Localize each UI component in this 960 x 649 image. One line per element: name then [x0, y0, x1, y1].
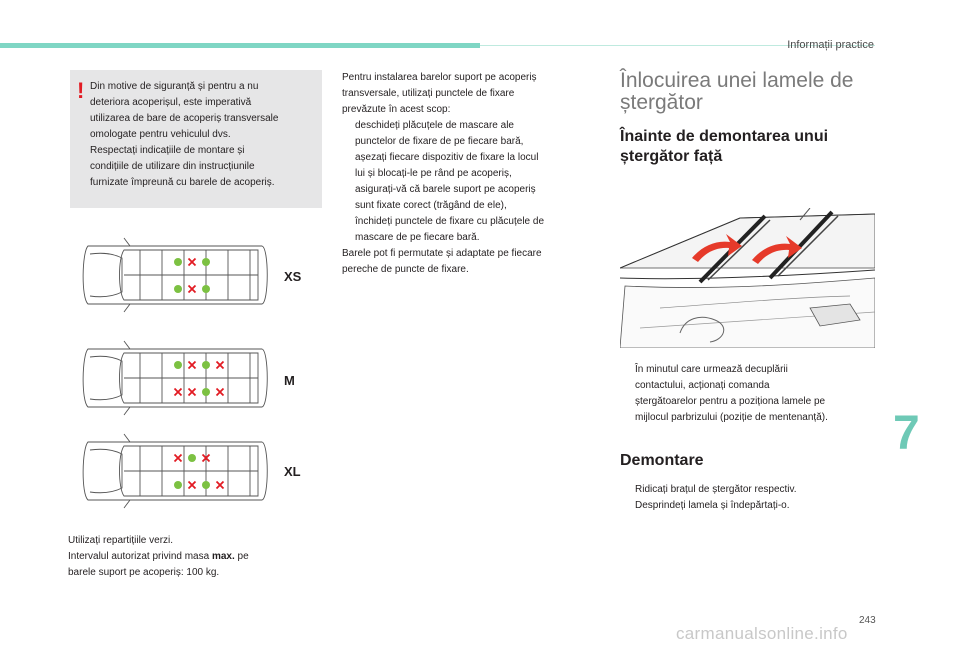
bullet-icon	[342, 118, 355, 150]
warning-box	[70, 70, 322, 208]
list-item: așezați fiecare dispozitiv de fixare la locul lui și blocați-le pe rând pe acoperiș,	[342, 150, 597, 182]
removal-heading: Demontare	[620, 452, 704, 469]
bullet-icon	[622, 498, 635, 514]
allowed-point-icon	[188, 454, 196, 462]
forbidden-point-icon	[175, 389, 182, 396]
forbidden-point-icon	[175, 455, 182, 462]
list-item: deschideți plăcuțele de mascare ale punctelor de fixare de pe fiecare bară,	[342, 118, 597, 150]
allowed-point-icon	[174, 361, 182, 369]
maintenance-position-instructions	[622, 362, 877, 426]
allowed-point-icon	[202, 285, 210, 293]
forbidden-point-icon	[189, 389, 196, 396]
allowed-point-icon	[202, 388, 210, 396]
van-xs-diagram	[78, 232, 273, 318]
forbidden-point-icon	[189, 362, 196, 369]
list-item: asigurați-vă că barele suport pe acoperiș sunt fixate corect (trăgând de ele),	[342, 182, 597, 214]
list-item: În minutul care urmează decuplării contactului, acționați comanda ștergătoarelor pentru a poziționa lamele pe mijlocul parbrizului (poziție de mentenanță).	[622, 362, 877, 426]
allowed-point-icon	[202, 361, 210, 369]
allowed-point-icon	[174, 285, 182, 293]
allowed-point-icon	[202, 481, 210, 489]
forbidden-point-icon	[217, 389, 224, 396]
forbidden-point-icon	[217, 362, 224, 369]
bullet-icon	[342, 150, 355, 182]
forbidden-point-icon	[189, 259, 196, 266]
section-title: Informații practice	[787, 39, 874, 51]
allowed-point-icon	[202, 258, 210, 266]
van-m-diagram	[78, 335, 273, 421]
forbidden-point-icon	[189, 286, 196, 293]
watermark: carmanualsonline.info	[676, 624, 848, 643]
removal-instructions	[622, 482, 877, 514]
size-label-m: M	[284, 373, 295, 388]
allowed-point-icon	[174, 481, 182, 489]
allowed-point-icon	[174, 258, 182, 266]
installation-instructions: Pentru instalarea barelor suport pe acoperiș transversale, utilizați punctele de fixare prevăzute în acest scop: deschideți plăcuțele de mascare ale punctelor de fixare de pe fiecare bară, așezați fiecare dispozitiv de fixare la locul lui și blocați-le pe rând pe acoperiș, asigurați-vă că barele suport pe acoperiș sunt fixate corect (trăgând de ele), închideți punctele de fixare cu plăcuțele de mascare de pe fiecare bară. Barele pot fi permutate și adaptate pe fiecare pereche de puncte de fixare.	[342, 70, 597, 278]
list-item: Ridicați brațul de ștergător respectiv.	[622, 482, 877, 498]
page-number: 243	[859, 615, 876, 626]
bullet-icon	[342, 214, 355, 246]
size-label-xl: XL	[284, 464, 301, 479]
chapter-number: 7	[893, 407, 920, 460]
page-title: Înlocuirea unei lamele de ștergător	[620, 69, 854, 114]
load-note: Utilizați repartițiile verzi. Intervalul autorizat privind masa max. pe barele suport pe acoperiș: 100 kg.	[68, 535, 249, 578]
van-xl-diagram	[78, 428, 273, 514]
forbidden-point-icon	[217, 482, 224, 489]
warning-text: Din motive de siguranță și pentru a nu deteriora acoperișul, este imperativă utilizarea de bare de acoperiș transversale omologate pentru vehiculul dvs. Respectați indicațiile de montare și condițiile de utilizare din instrucțiunile furnizate împreună cu barele de acoperiș.	[90, 81, 279, 188]
section-subtitle: Înainte de demontarea unui ștergător față	[620, 128, 829, 165]
bullet-icon	[622, 362, 635, 426]
list-item: închideți punctele de fixare cu plăcuțele de mascare de pe fiecare bară.	[342, 214, 597, 246]
bullet-icon	[342, 182, 355, 214]
size-label-xs: XS	[284, 269, 302, 284]
header-accent-bar	[0, 43, 480, 48]
windshield-wiper-illustration	[620, 208, 875, 348]
forbidden-point-icon	[189, 482, 196, 489]
warning-icon: !	[77, 78, 85, 103]
bullet-icon	[622, 482, 635, 498]
list-item: Desprindeți lamela și îndepărtați-o.	[622, 498, 877, 514]
max-emphasis: max.	[211, 551, 235, 562]
